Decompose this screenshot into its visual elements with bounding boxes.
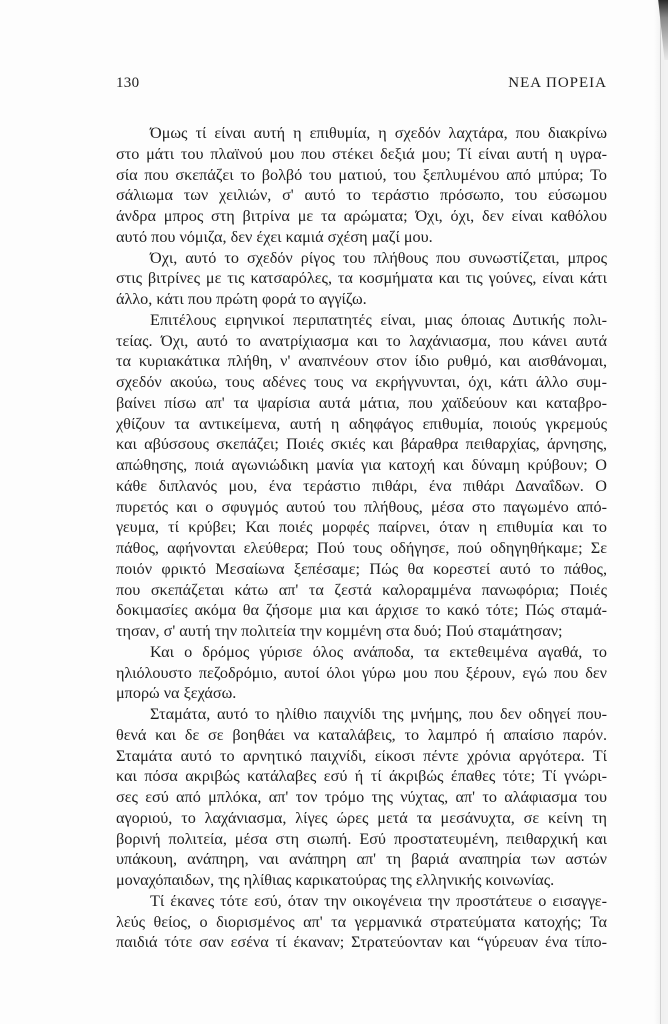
text-line: αυτό που νόμιζα, δεν έχει καμιά σχέση μαζί μου. [116, 227, 433, 246]
text-line: βαίνει πίσω απ' τα ψαρίσια αυτά μάτια, που χαϊδεύουν και καταβρο- [116, 393, 607, 412]
paragraph-first-line: Και ο δρόμος γύρισε όλος ανάποδα, τα εκτεθειμένα αγαθά, το [150, 642, 607, 661]
paragraph-first-line: Όχι, αυτό το σχεδόν ρίγος του πλήθους που συνωστίζεται, μπρος [150, 248, 607, 267]
text-line: και αβύσσους σκεπάζει; Ποιές σκιές και βάραθρα πειθαρχίας, άρνησης, [116, 435, 607, 454]
text-line: στις βιτρίνες με τις κατσαρόλες, τα κοσμήματα και τις γούνες, είναι κάτι [116, 269, 607, 288]
text-line: λεύς θείος, ο διορισμένος απ' τα γερμανικά στρατεύματα κατοχής; Τα [116, 912, 607, 931]
running-head [116, 75, 607, 95]
page-edge-line [660, 0, 661, 1024]
text-line: κάθε διπλανός μου, ένα τεράστιο πιθάρι, ένα πιθάρι Δαναΐδων. Ο [116, 476, 607, 495]
text-line: Σταμάτα αυτό το αρνητικό παιχνίδι, είκοσι πέντε χρόνια αργότερα. Τί [116, 746, 607, 765]
text-line: τα κυριακάτικα πλήθη, ν' αναπνέουν στον ίδιο ρυθμό, και αισθάνομαι, [116, 352, 607, 371]
text-line: βορινή πολιτεία, μέσα στη σιωπή. Εσύ προστατευμένη, πειθαρχική και [116, 829, 607, 848]
paragraph-first-line: Όμως τί είναι αυτή η επιθυμία, η σχεδόν λαχτάρα, που διακρίνω [150, 124, 607, 142]
text-line: θενά και δε σε βοηθάει να καταλάβεις, το λαμπρό ή απαίσιο παρόν. [116, 725, 607, 744]
text-line: μπορώ να ξεχάσω. [116, 684, 237, 703]
text-line: σχεδόν ακούω, τους αδένες τους να εκρήγνυνται, όχι, κάτι άλλο συμ- [116, 373, 607, 391]
text-line: σες εσύ από μπλόκα, απ' τον τρόμο της νύχτας, απ' το αλάφιασμα του [116, 788, 607, 806]
text-line: απώθησης, ποιά αγωνιώδικη μανία για κατοχή και δύναμη κρύβουν; Ο [116, 456, 607, 474]
text-line: πυρετός και ο σφυγμός αυτού του πλήθους, μέσα στο παγωμένο από- [116, 497, 607, 516]
text-line: χθίζουν τα αντικείμενα, αυτή η αδηφάγος επιθυμία, ποιούς γκρεμούς [116, 414, 607, 433]
text-line: και πόσα ακριβώς κατάλαβες εσύ ή τί άκριβώς έπαθες τότε; Τί γνώρι- [116, 767, 607, 786]
text-line: αγοριού, το λαχάνιασμα, λίγες ώρες μετά τα μεσάνυχτα, σε κείνη τη [116, 808, 607, 827]
paragraph-first-line: Επιτέλους ειρηνικοί περιπατητές είναι, μιας όποιας Δυτικής πολι- [150, 310, 607, 329]
page-edge-shadow [654, 0, 668, 1024]
page-number: 130 [116, 75, 140, 91]
text-line: άνδρα μπρος στη βιτρίνα με τα αρώματα; Όχι, όχι, δεν είναι καθόλου [116, 207, 607, 225]
body-text [116, 123, 607, 953]
text-line: σία που σκεπάζει το βολβό του ματιού, του ξεπλυμένου από μπύρα; Το [116, 165, 607, 184]
text-line: σάλιωμα των χειλιών, σ' αυτό το τεράστιο πρόσωπο, του εύσωμου [116, 186, 607, 205]
text-line: πάθος, αφήνονται ελεύθερα; Πού τους οδήγησε, πού οδηγηθήκαμε; Σε [116, 539, 607, 557]
text-line: γευμα, τί κρύβει; Και ποιές μορφές παίρνει, όταν η επιθυμία και το [116, 518, 607, 537]
running-title: ΝΕΑ ΠΟΡΕΙΑ [508, 75, 607, 91]
text-line: τησαν, σ' αυτή την πολιτεία την κομμένη στα δυό; Πού σταμάτησαν; [116, 622, 563, 640]
text-line: δοκιμασίες ακόμα θα ζήσομε μια και άρχισε το κακό τότε; Πώς σταμά- [116, 601, 607, 620]
text-line: μοναχόπαιδων, της ηλίθιας καρικατούρας της ελληνικής κοινωνίας. [116, 871, 555, 889]
text-line: τείας. Όχι, αυτό το ανατρίχιασμα και το λαχάνιασμα, που κάνει αυτά [116, 331, 607, 350]
paragraph-first-line: Τί έκανες τότε εσύ, όταν την οικογένεια την προστάτευε ο εισαγγε- [150, 891, 607, 910]
text-line: που σκεπάζεται κάτω απ' τα ζεστά καλοραμμένα πανωφόρια; Ποιές [116, 580, 607, 599]
text-line: άλλο, κάτι που πρώτη φορά το αγγίζω. [116, 290, 367, 308]
text-line: ποιόν φρικτό Μεσαίωνα ξεπέσαμε; Πώς θα κορεστεί αυτό το πάθος, [116, 559, 607, 578]
text-line: ηλιόλουστο πεζοδρόμιο, αυτοί όλοι γύρω μου που ξέρουν, εγώ που δεν [116, 663, 607, 682]
paragraph-first-line: Σταμάτα, αυτό το ηλίθιο παιχνίδι της μνήμης, που δεν οδηγεί που- [150, 705, 607, 723]
text-line: στο μάτι του πλαϊνού μου που στέκει δεξιά μου; Τί είναι αυτή η υγρα- [116, 144, 607, 163]
text-line: υπάκουη, ανάπηρη, ναι ανάπηρη απ' τη βαριά αναπηρία των αστών [116, 850, 607, 869]
text-line: παιδιά τότε σαν εσένα τί έκαναν; Στρατεύονταν και “γύρευαν ένα τίπο- [116, 933, 607, 952]
